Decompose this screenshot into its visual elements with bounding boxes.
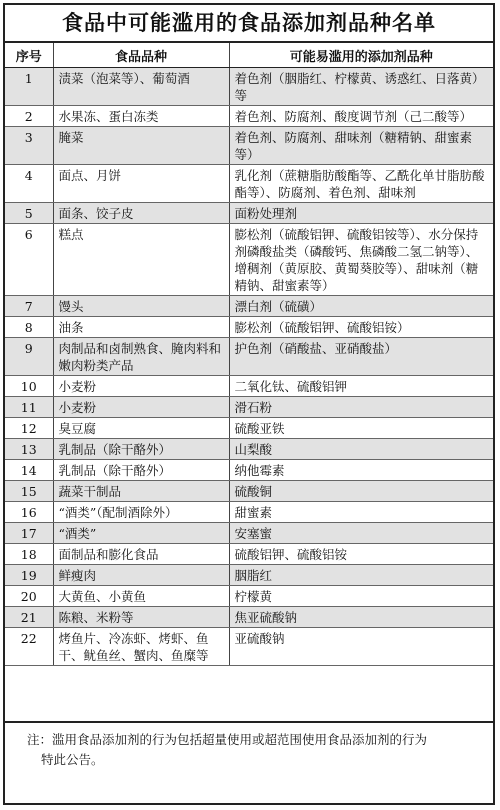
food-type: 烤鱼片、冷冻虾、烤虾、鱼干、鱿鱼丝、蟹肉、鱼糜等	[53, 628, 229, 666]
food-type: 小麦粉	[53, 397, 229, 418]
additive-type: 甜蜜素	[229, 502, 493, 523]
table-row	[5, 127, 493, 165]
food-type: 渍菜（泡菜等）、葡萄酒	[53, 68, 229, 106]
row-number: 7	[5, 296, 53, 317]
additive-table	[5, 43, 493, 666]
row-number: 11	[5, 397, 53, 418]
additive-type: 胭脂红	[229, 565, 493, 586]
food-type: 馒头	[53, 296, 229, 317]
additive-type: 硫酸铝钾、硫酸铝铵	[229, 544, 493, 565]
row-number: 20	[5, 586, 53, 607]
row-number: 4	[5, 165, 53, 203]
row-number: 14	[5, 460, 53, 481]
additive-type: 柠檬黄	[229, 586, 493, 607]
row-number: 13	[5, 439, 53, 460]
row-number: 6	[5, 224, 53, 296]
additive-type: 硫酸铜	[229, 481, 493, 502]
additive-type: 着色剂、防腐剂、甜味剂（糖精钠、甜蜜素等）	[229, 127, 493, 165]
food-type: 糕点	[53, 224, 229, 296]
additive-type: 面粉处理剂	[229, 203, 493, 224]
row-number: 21	[5, 607, 53, 628]
additive-type: 二氧化钛、硫酸铝钾	[229, 376, 493, 397]
table-row	[5, 376, 493, 397]
food-type: 水果冻、蛋白冻类	[53, 106, 229, 127]
additive-type: 膨松剂（硫酸铝钾、硫酸铝铵等）、水分保持剂磷酸盐类（磷酸钙、焦磷酸二氢二钠等）、增稠剂（黄原胶、黄蜀葵胶等）、甜味剂（糖精钠、甜蜜素等）	[229, 224, 493, 296]
row-number: 10	[5, 376, 53, 397]
food-type: 陈粮、米粉等	[53, 607, 229, 628]
food-type: 乳制品（除干酪外）	[53, 460, 229, 481]
food-type: 乳制品（除干酪外）	[53, 439, 229, 460]
table-row	[5, 544, 493, 565]
table-row	[5, 607, 493, 628]
row-number: 1	[5, 68, 53, 106]
additive-type: 膨松剂（硫酸铝钾、硫酸铝铵）	[229, 317, 493, 338]
food-type: 面点、月饼	[53, 165, 229, 203]
row-number: 19	[5, 565, 53, 586]
table-row	[5, 586, 493, 607]
row-number: 12	[5, 418, 53, 439]
table-row	[5, 224, 493, 296]
table-row	[5, 523, 493, 544]
additive-type: 着色剂、防腐剂、酸度调节剂（己二酸等）	[229, 106, 493, 127]
food-type: 鲜瘦肉	[53, 565, 229, 586]
table-body	[5, 68, 493, 666]
additive-type: 漂白剂（硫磺）	[229, 296, 493, 317]
additive-type: 滑石粉	[229, 397, 493, 418]
table-row	[5, 418, 493, 439]
food-type: 肉制品和卤制熟食、腌肉料和嫩肉粉类产品	[53, 338, 229, 376]
header-additive: 可能易滥用的添加剂品种	[229, 43, 493, 68]
row-number: 15	[5, 481, 53, 502]
table-row	[5, 397, 493, 418]
food-type: “酒类”	[53, 523, 229, 544]
food-type: “酒类”（配制酒除外）	[53, 502, 229, 523]
footnote-text: 注：滥用食品添加剂的行为包括超量使用或超范围使用食品添加剂的行为	[27, 732, 428, 747]
additive-type: 安塞蜜	[229, 523, 493, 544]
additive-type: 着色剂（胭脂红、柠檬黄、诱惑红、日落黄）等	[229, 68, 493, 106]
additive-type: 山梨酸	[229, 439, 493, 460]
row-number: 9	[5, 338, 53, 376]
additive-type: 亚硫酸钠	[229, 628, 493, 666]
food-type: 面条、饺子皮	[53, 203, 229, 224]
food-type: 蔬菜干制品	[53, 481, 229, 502]
table-header-row	[5, 43, 493, 68]
row-number: 18	[5, 544, 53, 565]
table-row	[5, 317, 493, 338]
table-row	[5, 460, 493, 481]
additive-type: 纳他霉素	[229, 460, 493, 481]
document-title: 食品中可能滥用的食品添加剂品种名单	[5, 5, 493, 43]
food-type: 油条	[53, 317, 229, 338]
announcement-closing: 特此公告。	[41, 752, 104, 767]
additive-type: 护色剂（硝酸盐、亚硝酸盐）	[229, 338, 493, 376]
row-number: 8	[5, 317, 53, 338]
table-row	[5, 106, 493, 127]
header-num: 序号	[5, 43, 53, 68]
additive-type: 硫酸亚铁	[229, 418, 493, 439]
row-number: 16	[5, 502, 53, 523]
food-type: 面制品和膨化食品	[53, 544, 229, 565]
table-row	[5, 68, 493, 106]
row-number: 3	[5, 127, 53, 165]
table-row	[5, 502, 493, 523]
header-food: 食品品种	[53, 43, 229, 68]
table-row	[5, 565, 493, 586]
table-row	[5, 296, 493, 317]
row-number: 17	[5, 523, 53, 544]
additive-type: 乳化剂（蔗糖脂肪酸酯等、乙酰化单甘脂肪酸酯等）、防腐剂、着色剂、甜味剂	[229, 165, 493, 203]
additive-type: 焦亚硫酸钠	[229, 607, 493, 628]
row-number: 5	[5, 203, 53, 224]
additive-list-document	[3, 3, 495, 805]
row-number: 2	[5, 106, 53, 127]
table-row	[5, 203, 493, 224]
table-row	[5, 439, 493, 460]
table-row	[5, 338, 493, 376]
table-row	[5, 481, 493, 502]
footnote	[5, 721, 493, 803]
food-type: 腌菜	[53, 127, 229, 165]
food-type: 小麦粉	[53, 376, 229, 397]
food-type: 大黄鱼、小黄鱼	[53, 586, 229, 607]
row-number: 22	[5, 628, 53, 666]
table-row	[5, 628, 493, 666]
food-type: 臭豆腐	[53, 418, 229, 439]
table-row	[5, 165, 493, 203]
